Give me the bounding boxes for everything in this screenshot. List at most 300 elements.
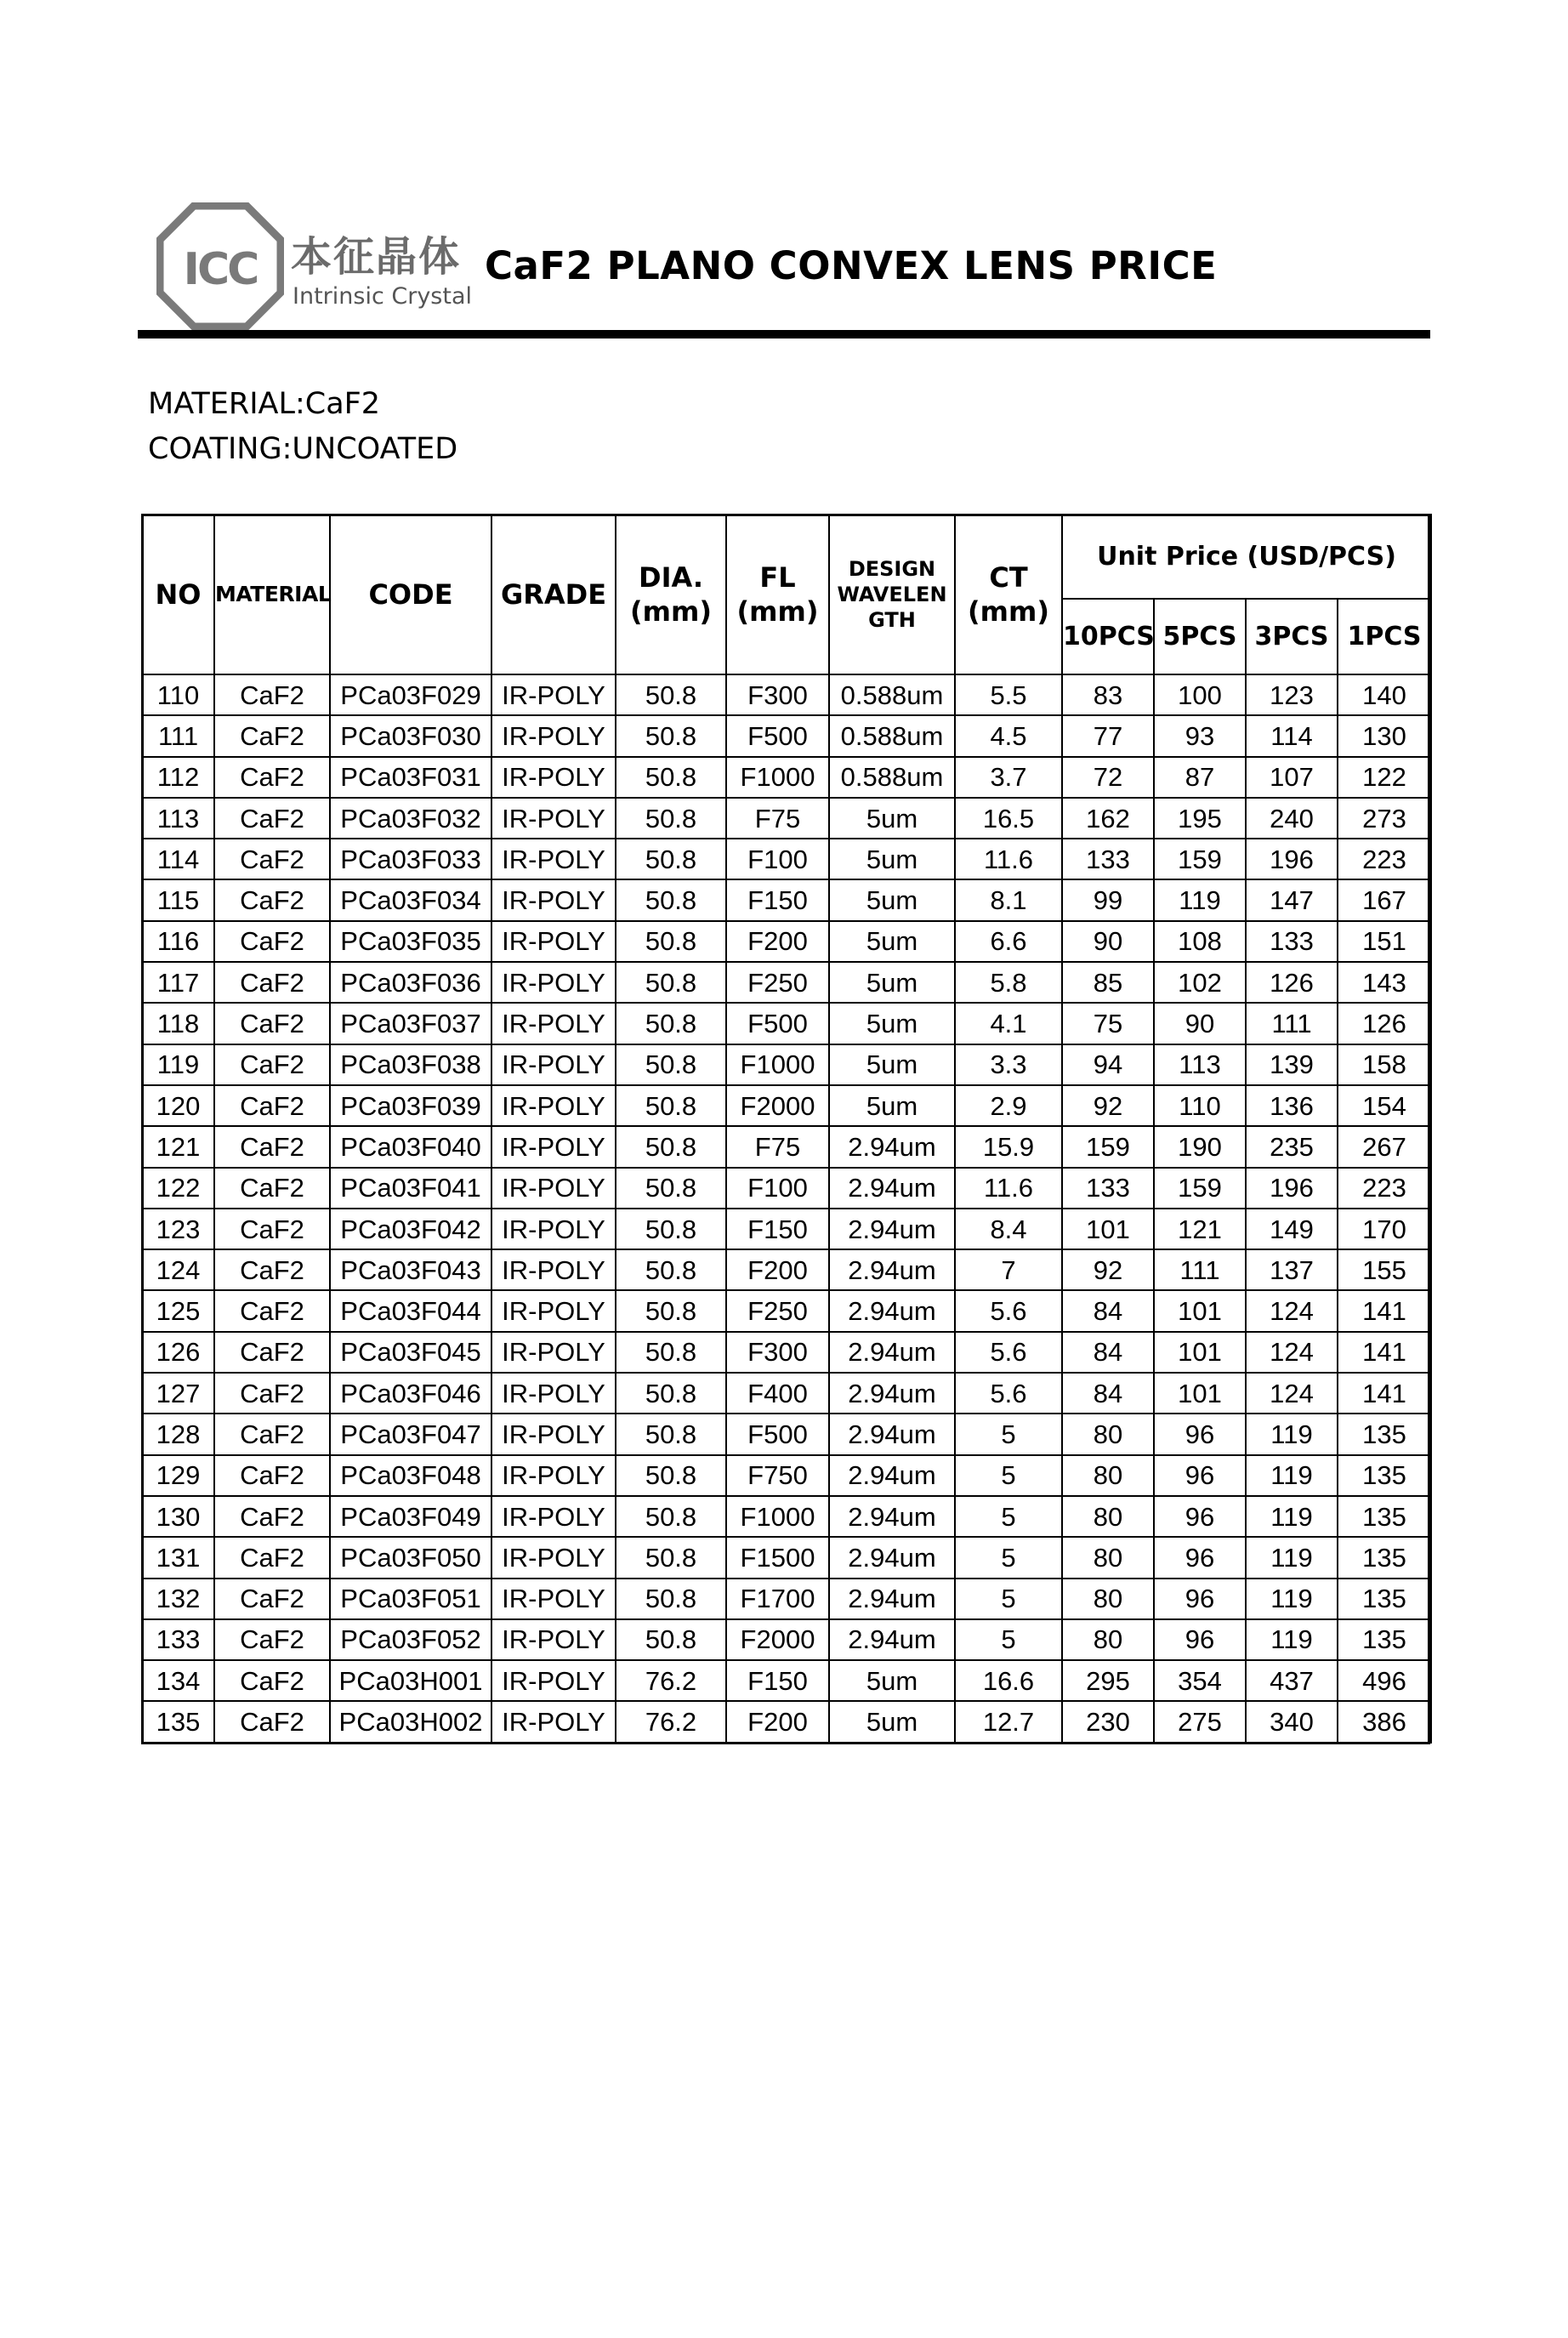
- table-row: [142, 1044, 1431, 1085]
- table-row: [142, 1209, 1431, 1249]
- table-row: [142, 674, 1431, 715]
- cell-no: 119: [142, 1044, 214, 1085]
- cell-dia: 50.8: [616, 879, 726, 920]
- cell-ct: 8.1: [955, 879, 1062, 920]
- cell-material: CaF2: [214, 1701, 330, 1742]
- cell-price-3pcs: 119: [1246, 1537, 1338, 1578]
- cell-fl: F500: [726, 1414, 829, 1454]
- cell-code: PCa03F030: [330, 715, 491, 756]
- cell-ct: 11.6: [955, 839, 1062, 879]
- cell-code: PCa03F050: [330, 1537, 491, 1578]
- cell-dia: 50.8: [616, 1414, 726, 1454]
- table-row: [142, 1414, 1431, 1454]
- table-row: [142, 1701, 1431, 1742]
- cell-price-10pcs: 85: [1062, 962, 1154, 1003]
- cell-fl: F300: [726, 1332, 829, 1373]
- cell-dia: 50.8: [616, 1290, 726, 1331]
- cell-price-3pcs: 126: [1246, 962, 1338, 1003]
- cell-no: 129: [142, 1455, 214, 1496]
- cell-grade: IR-POLY: [491, 879, 616, 920]
- cell-price-3pcs: 133: [1246, 921, 1338, 962]
- cell-wavelength: 2.94um: [829, 1168, 955, 1209]
- cell-price-10pcs: 75: [1062, 1003, 1154, 1044]
- cell-price-1pcs: 141: [1338, 1332, 1431, 1373]
- cell-dia: 50.8: [616, 1085, 726, 1126]
- cell-ct: 5: [955, 1619, 1062, 1660]
- cell-code: PCa03F040: [330, 1126, 491, 1167]
- cell-no: 131: [142, 1537, 214, 1578]
- price-table: [141, 514, 1432, 1744]
- cell-ct: 12.7: [955, 1701, 1062, 1742]
- cell-wavelength: 2.94um: [829, 1579, 955, 1619]
- cell-grade: IR-POLY: [491, 1414, 616, 1454]
- cell-ct: 5.5: [955, 674, 1062, 715]
- cell-price-3pcs: 119: [1246, 1414, 1338, 1454]
- cell-fl: F1000: [726, 757, 829, 798]
- cell-price-3pcs: 196: [1246, 839, 1338, 879]
- cell-price-5pcs: 195: [1154, 798, 1246, 839]
- cell-price-3pcs: 437: [1246, 1660, 1338, 1701]
- header-dia-label: DIA.: [639, 561, 703, 594]
- cell-price-1pcs: 135: [1338, 1414, 1431, 1454]
- header-code: CODE: [330, 515, 491, 674]
- cell-price-1pcs: 167: [1338, 879, 1431, 920]
- cell-code: PCa03F052: [330, 1619, 491, 1660]
- cell-price-10pcs: 84: [1062, 1290, 1154, 1331]
- table-row: [142, 1249, 1431, 1290]
- material-label: MATERIAL:CaF2: [148, 387, 381, 421]
- cell-dia: 50.8: [616, 1579, 726, 1619]
- header-5pcs: 5PCS: [1154, 599, 1246, 674]
- table-row: [142, 962, 1431, 1003]
- cell-ct: 16.6: [955, 1660, 1062, 1701]
- cell-no: 117: [142, 962, 214, 1003]
- cell-material: CaF2: [214, 1168, 330, 1209]
- cell-no: 122: [142, 1168, 214, 1209]
- cell-fl: F1500: [726, 1537, 829, 1578]
- cell-dia: 50.8: [616, 1126, 726, 1167]
- cell-price-3pcs: 139: [1246, 1044, 1338, 1085]
- cell-material: CaF2: [214, 715, 330, 756]
- cell-wavelength: 2.94um: [829, 1414, 955, 1454]
- header-1pcs: 1PCS: [1338, 599, 1431, 674]
- cell-material: CaF2: [214, 1619, 330, 1660]
- cell-wavelength: 5um: [829, 879, 955, 920]
- cell-price-1pcs: 122: [1338, 757, 1431, 798]
- cell-price-3pcs: 123: [1246, 674, 1338, 715]
- cell-ct: 5: [955, 1579, 1062, 1619]
- cell-price-1pcs: 223: [1338, 1168, 1431, 1209]
- cell-grade: IR-POLY: [491, 1660, 616, 1701]
- cell-wavelength: 5um: [829, 1003, 955, 1044]
- cell-grade: IR-POLY: [491, 1579, 616, 1619]
- header-10pcs: 10PCS: [1062, 599, 1154, 674]
- cell-wavelength: 2.94um: [829, 1290, 955, 1331]
- cell-price-1pcs: 126: [1338, 1003, 1431, 1044]
- cell-ct: 2.9: [955, 1085, 1062, 1126]
- cell-dia: 50.8: [616, 921, 726, 962]
- brand-name-chinese: 本征晶体: [291, 233, 462, 281]
- cell-no: 134: [142, 1660, 214, 1701]
- cell-code: PCa03F036: [330, 962, 491, 1003]
- cell-price-10pcs: 80: [1062, 1537, 1154, 1578]
- cell-material: CaF2: [214, 798, 330, 839]
- cell-price-3pcs: 107: [1246, 757, 1338, 798]
- table-row: [142, 1455, 1431, 1496]
- header-3pcs: 3PCS: [1246, 599, 1338, 674]
- cell-code: PCa03H001: [330, 1660, 491, 1701]
- header-ct: [955, 515, 1062, 674]
- cell-no: 120: [142, 1085, 214, 1126]
- cell-price-5pcs: 159: [1154, 839, 1246, 879]
- table-row: [142, 798, 1431, 839]
- cell-price-1pcs: 135: [1338, 1455, 1431, 1496]
- cell-material: CaF2: [214, 1579, 330, 1619]
- cell-ct: 5: [955, 1414, 1062, 1454]
- header-dw-line3: GTH: [868, 608, 916, 632]
- table-row: [142, 921, 1431, 962]
- cell-price-10pcs: 84: [1062, 1332, 1154, 1373]
- cell-material: CaF2: [214, 1660, 330, 1701]
- cell-wavelength: 5um: [829, 1660, 955, 1701]
- cell-ct: 5.8: [955, 962, 1062, 1003]
- cell-grade: IR-POLY: [491, 674, 616, 715]
- cell-price-10pcs: 80: [1062, 1579, 1154, 1619]
- cell-grade: IR-POLY: [491, 1003, 616, 1044]
- cell-price-10pcs: 72: [1062, 757, 1154, 798]
- table-row: [142, 1496, 1431, 1537]
- cell-material: CaF2: [214, 757, 330, 798]
- cell-no: 127: [142, 1373, 214, 1414]
- cell-price-1pcs: 130: [1338, 715, 1431, 756]
- cell-price-5pcs: 121: [1154, 1209, 1246, 1249]
- cell-price-3pcs: 119: [1246, 1619, 1338, 1660]
- cell-wavelength: 2.94um: [829, 1537, 955, 1578]
- cell-price-10pcs: 80: [1062, 1496, 1154, 1537]
- cell-wavelength: 0.588um: [829, 674, 955, 715]
- cell-grade: IR-POLY: [491, 1249, 616, 1290]
- cell-dia: 76.2: [616, 1701, 726, 1742]
- cell-fl: F1700: [726, 1579, 829, 1619]
- cell-fl: F500: [726, 715, 829, 756]
- cell-wavelength: 2.94um: [829, 1373, 955, 1414]
- cell-wavelength: 2.94um: [829, 1126, 955, 1167]
- table-row: [142, 715, 1431, 756]
- cell-material: CaF2: [214, 1496, 330, 1537]
- cell-code: PCa03F029: [330, 674, 491, 715]
- cell-no: 110: [142, 674, 214, 715]
- cell-no: 125: [142, 1290, 214, 1331]
- page-title: CaF2 PLANO CONVEX LENS PRICE: [485, 243, 1218, 288]
- cell-price-10pcs: 80: [1062, 1455, 1154, 1496]
- cell-fl: F200: [726, 921, 829, 962]
- cell-grade: IR-POLY: [491, 1126, 616, 1167]
- cell-fl: F200: [726, 1701, 829, 1742]
- cell-price-3pcs: 114: [1246, 715, 1338, 756]
- header-fl-unit: (mm): [736, 595, 819, 628]
- cell-price-5pcs: 354: [1154, 1660, 1246, 1701]
- cell-price-5pcs: 110: [1154, 1085, 1246, 1126]
- table-row: [142, 1332, 1431, 1373]
- cell-price-10pcs: 295: [1062, 1660, 1154, 1701]
- cell-code: PCa03F046: [330, 1373, 491, 1414]
- cell-grade: IR-POLY: [491, 1455, 616, 1496]
- cell-material: CaF2: [214, 1003, 330, 1044]
- table-row: [142, 1579, 1431, 1619]
- cell-price-3pcs: 340: [1246, 1701, 1338, 1742]
- cell-dia: 50.8: [616, 1332, 726, 1373]
- cell-no: 130: [142, 1496, 214, 1537]
- cell-price-10pcs: 77: [1062, 715, 1154, 756]
- cell-code: PCa03F041: [330, 1168, 491, 1209]
- cell-grade: IR-POLY: [491, 1085, 616, 1126]
- cell-grade: IR-POLY: [491, 1209, 616, 1249]
- cell-wavelength: 2.94um: [829, 1496, 955, 1537]
- logo-text: ICC: [183, 244, 258, 295]
- cell-material: CaF2: [214, 1085, 330, 1126]
- cell-price-1pcs: 151: [1338, 921, 1431, 962]
- header-ct-unit: (mm): [968, 595, 1049, 628]
- cell-code: PCa03F043: [330, 1249, 491, 1290]
- cell-price-1pcs: 135: [1338, 1579, 1431, 1619]
- header-grade: GRADE: [491, 515, 616, 674]
- cell-no: 124: [142, 1249, 214, 1290]
- cell-price-5pcs: 159: [1154, 1168, 1246, 1209]
- cell-fl: F250: [726, 962, 829, 1003]
- cell-wavelength: 5um: [829, 839, 955, 879]
- cell-price-1pcs: 273: [1338, 798, 1431, 839]
- cell-dia: 50.8: [616, 1537, 726, 1578]
- cell-grade: IR-POLY: [491, 1332, 616, 1373]
- cell-material: CaF2: [214, 1290, 330, 1331]
- cell-ct: 5.6: [955, 1373, 1062, 1414]
- cell-no: 115: [142, 879, 214, 920]
- header-divider: [138, 330, 1430, 338]
- table-row: [142, 1085, 1431, 1126]
- cell-grade: IR-POLY: [491, 757, 616, 798]
- cell-no: 132: [142, 1579, 214, 1619]
- cell-price-5pcs: 96: [1154, 1619, 1246, 1660]
- cell-wavelength: 2.94um: [829, 1209, 955, 1249]
- cell-grade: IR-POLY: [491, 1168, 616, 1209]
- cell-price-10pcs: 230: [1062, 1701, 1154, 1742]
- cell-grade: IR-POLY: [491, 1496, 616, 1537]
- page-header: [138, 202, 1430, 334]
- cell-price-3pcs: 124: [1246, 1290, 1338, 1331]
- cell-price-1pcs: 267: [1338, 1126, 1431, 1167]
- cell-code: PCa03F037: [330, 1003, 491, 1044]
- cell-material: CaF2: [214, 921, 330, 962]
- cell-material: CaF2: [214, 1249, 330, 1290]
- cell-ct: 6.6: [955, 921, 1062, 962]
- cell-fl: F400: [726, 1373, 829, 1414]
- cell-price-3pcs: 119: [1246, 1579, 1338, 1619]
- cell-grade: IR-POLY: [491, 921, 616, 962]
- cell-grade: IR-POLY: [491, 715, 616, 756]
- cell-fl: F500: [726, 1003, 829, 1044]
- cell-material: CaF2: [214, 1373, 330, 1414]
- cell-price-5pcs: 93: [1154, 715, 1246, 756]
- cell-price-5pcs: 119: [1154, 879, 1246, 920]
- cell-price-5pcs: 100: [1154, 674, 1246, 715]
- cell-no: 118: [142, 1003, 214, 1044]
- cell-code: PCa03F034: [330, 879, 491, 920]
- cell-price-5pcs: 102: [1154, 962, 1246, 1003]
- cell-fl: F250: [726, 1290, 829, 1331]
- header-fl-label: FL: [759, 561, 796, 594]
- cell-price-3pcs: 119: [1246, 1455, 1338, 1496]
- cell-ct: 5: [955, 1496, 1062, 1537]
- header-no: NO: [142, 515, 214, 674]
- cell-no: 133: [142, 1619, 214, 1660]
- table-row: [142, 1619, 1431, 1660]
- cell-price-3pcs: 111: [1246, 1003, 1338, 1044]
- cell-no: 126: [142, 1332, 214, 1373]
- cell-fl: F300: [726, 674, 829, 715]
- cell-price-10pcs: 94: [1062, 1044, 1154, 1085]
- cell-grade: IR-POLY: [491, 1373, 616, 1414]
- cell-price-1pcs: 158: [1338, 1044, 1431, 1085]
- price-table-body: [142, 674, 1431, 1743]
- table-row: [142, 879, 1431, 920]
- cell-fl: F150: [726, 1209, 829, 1249]
- cell-code: PCa03F032: [330, 798, 491, 839]
- cell-no: 135: [142, 1701, 214, 1742]
- cell-fl: F2000: [726, 1085, 829, 1126]
- cell-price-10pcs: 92: [1062, 1085, 1154, 1126]
- cell-price-1pcs: 170: [1338, 1209, 1431, 1249]
- header-unit-price: Unit Price (USD/PCS): [1062, 515, 1431, 599]
- cell-price-5pcs: 108: [1154, 921, 1246, 962]
- cell-fl: F1000: [726, 1496, 829, 1537]
- table-row: [142, 1373, 1431, 1414]
- cell-price-10pcs: 84: [1062, 1373, 1154, 1414]
- cell-price-5pcs: 96: [1154, 1414, 1246, 1454]
- cell-dia: 50.8: [616, 1044, 726, 1085]
- header-ct-label: CT: [989, 561, 1028, 594]
- cell-price-5pcs: 111: [1154, 1249, 1246, 1290]
- cell-material: CaF2: [214, 1537, 330, 1578]
- cell-material: CaF2: [214, 1455, 330, 1496]
- cell-ct: 3.3: [955, 1044, 1062, 1085]
- cell-fl: F75: [726, 798, 829, 839]
- cell-code: PCa03F045: [330, 1332, 491, 1373]
- cell-price-1pcs: 141: [1338, 1373, 1431, 1414]
- cell-code: PCa03F044: [330, 1290, 491, 1331]
- cell-price-3pcs: 240: [1246, 798, 1338, 839]
- cell-price-1pcs: 135: [1338, 1496, 1431, 1537]
- cell-wavelength: 5um: [829, 1085, 955, 1126]
- cell-grade: IR-POLY: [491, 1044, 616, 1085]
- cell-price-3pcs: 147: [1246, 879, 1338, 920]
- cell-dia: 50.8: [616, 1249, 726, 1290]
- cell-price-5pcs: 96: [1154, 1579, 1246, 1619]
- cell-price-1pcs: 140: [1338, 674, 1431, 715]
- cell-price-10pcs: 159: [1062, 1126, 1154, 1167]
- cell-price-10pcs: 99: [1062, 879, 1154, 920]
- header-design-wavelength: [829, 515, 955, 674]
- cell-dia: 50.8: [616, 798, 726, 839]
- cell-no: 128: [142, 1414, 214, 1454]
- cell-price-5pcs: 87: [1154, 757, 1246, 798]
- cell-price-10pcs: 83: [1062, 674, 1154, 715]
- cell-wavelength: 5um: [829, 1044, 955, 1085]
- cell-material: CaF2: [214, 1044, 330, 1085]
- cell-ct: 4.1: [955, 1003, 1062, 1044]
- cell-wavelength: 0.588um: [829, 715, 955, 756]
- cell-no: 112: [142, 757, 214, 798]
- cell-price-3pcs: 124: [1246, 1332, 1338, 1373]
- cell-code: PCa03F047: [330, 1414, 491, 1454]
- header-material: MATERIAL: [214, 515, 330, 674]
- cell-code: PCa03F049: [330, 1496, 491, 1537]
- cell-dia: 50.8: [616, 1168, 726, 1209]
- header-dw-line1: DESIGN: [848, 557, 936, 581]
- cell-price-1pcs: 223: [1338, 839, 1431, 879]
- cell-dia: 50.8: [616, 1455, 726, 1496]
- header-dia-unit: (mm): [630, 595, 712, 628]
- cell-dia: 50.8: [616, 1619, 726, 1660]
- table-row: [142, 839, 1431, 879]
- cell-material: CaF2: [214, 1126, 330, 1167]
- cell-wavelength: 5um: [829, 921, 955, 962]
- cell-material: CaF2: [214, 674, 330, 715]
- cell-price-10pcs: 133: [1062, 1168, 1154, 1209]
- cell-price-5pcs: 101: [1154, 1290, 1246, 1331]
- cell-grade: IR-POLY: [491, 839, 616, 879]
- cell-wavelength: 5um: [829, 1701, 955, 1742]
- cell-material: CaF2: [214, 879, 330, 920]
- cell-no: 111: [142, 715, 214, 756]
- cell-price-10pcs: 92: [1062, 1249, 1154, 1290]
- cell-dia: 50.8: [616, 674, 726, 715]
- cell-material: CaF2: [214, 1332, 330, 1373]
- cell-price-3pcs: 136: [1246, 1085, 1338, 1126]
- cell-code: PCa03F035: [330, 921, 491, 962]
- cell-price-10pcs: 133: [1062, 839, 1154, 879]
- cell-dia: 50.8: [616, 715, 726, 756]
- cell-grade: IR-POLY: [491, 1619, 616, 1660]
- cell-grade: IR-POLY: [491, 962, 616, 1003]
- cell-grade: IR-POLY: [491, 1537, 616, 1578]
- cell-wavelength: 2.94um: [829, 1455, 955, 1496]
- cell-price-10pcs: 80: [1062, 1619, 1154, 1660]
- cell-price-10pcs: 80: [1062, 1414, 1154, 1454]
- cell-fl: F200: [726, 1249, 829, 1290]
- cell-dia: 50.8: [616, 757, 726, 798]
- logo-icon: [156, 202, 284, 330]
- cell-no: 116: [142, 921, 214, 962]
- cell-dia: 50.8: [616, 839, 726, 879]
- cell-price-1pcs: 496: [1338, 1660, 1431, 1701]
- cell-fl: F100: [726, 839, 829, 879]
- cell-fl: F150: [726, 1660, 829, 1701]
- cell-no: 114: [142, 839, 214, 879]
- cell-ct: 5: [955, 1537, 1062, 1578]
- cell-grade: IR-POLY: [491, 1701, 616, 1742]
- cell-price-5pcs: 113: [1154, 1044, 1246, 1085]
- cell-price-5pcs: 90: [1154, 1003, 1246, 1044]
- table-row: [142, 1003, 1431, 1044]
- cell-no: 121: [142, 1126, 214, 1167]
- table-row: [142, 757, 1431, 798]
- cell-dia: 76.2: [616, 1660, 726, 1701]
- header-dw-line2: WAVELEN: [837, 583, 947, 606]
- cell-price-3pcs: 235: [1246, 1126, 1338, 1167]
- cell-grade: IR-POLY: [491, 798, 616, 839]
- cell-fl: F75: [726, 1126, 829, 1167]
- cell-code: PCa03F031: [330, 757, 491, 798]
